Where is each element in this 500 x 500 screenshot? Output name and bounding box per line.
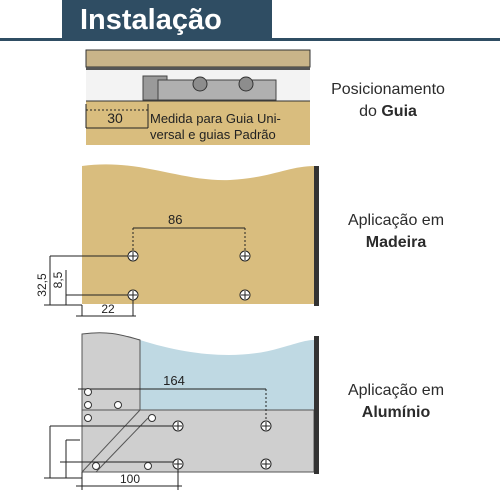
madeira-inner-label: 8,5 xyxy=(51,271,65,289)
guia-top-beam xyxy=(86,50,310,67)
aluminio-rivet xyxy=(93,463,100,470)
aluminio-hole xyxy=(261,421,271,431)
aluminio-hole xyxy=(173,459,183,469)
madeira-hole xyxy=(240,290,250,300)
aluminio-diagram xyxy=(44,333,319,490)
aluminio-profile-left xyxy=(82,333,140,410)
guia-carriage xyxy=(158,80,276,100)
caption-guia-line2 xyxy=(298,101,478,123)
madeira-span-label: 86 xyxy=(168,212,183,227)
guia-wheel xyxy=(193,77,207,91)
madeira-hole xyxy=(240,251,250,261)
aluminio-rivet xyxy=(149,415,156,422)
aluminio-rivet xyxy=(85,389,92,396)
madeira-outer-label: 32,5 xyxy=(35,273,49,297)
aluminio-rivet xyxy=(115,402,122,409)
aluminio-rivet xyxy=(85,415,92,422)
madeira-hole xyxy=(128,290,138,300)
caption-aluminio-line1: Aplicação em xyxy=(347,382,445,399)
caption-madeira-line1: Aplicação em xyxy=(347,212,445,229)
caption-guia xyxy=(298,79,478,123)
aluminio-rivet xyxy=(85,402,92,409)
caption-madeira-bold: Madeira xyxy=(365,234,427,251)
madeira-hole xyxy=(128,251,138,261)
page-title: Instalação xyxy=(80,4,222,36)
aluminio-offset-label: 100 xyxy=(119,472,141,486)
guia-note-line1: Medida para Guia Uni- xyxy=(150,111,281,126)
aluminio-rivet xyxy=(145,463,152,470)
caption-aluminio xyxy=(306,380,486,424)
caption-guia-bold: Guia xyxy=(381,103,417,120)
caption-guia-line1: Posicionamento xyxy=(331,81,445,98)
madeira-diagram xyxy=(35,164,319,316)
aluminio-profile-bottom xyxy=(82,410,314,472)
madeira-offset-label: 22 xyxy=(101,302,115,316)
guia-measure: 30 xyxy=(107,110,123,126)
guia-wheel xyxy=(239,77,253,91)
aluminio-span-label: 164 xyxy=(163,373,185,388)
madeira-panel xyxy=(82,164,314,304)
caption-aluminio-bold: Alumínio xyxy=(361,404,431,421)
guia-diagram xyxy=(86,50,310,145)
aluminio-hole xyxy=(261,459,271,469)
aluminio-hole xyxy=(173,421,183,431)
guia-note-line2: versal e guias Padrão xyxy=(150,127,276,142)
caption-madeira xyxy=(306,210,486,254)
guia-rail xyxy=(86,67,310,70)
caption-guia-prefix: do xyxy=(359,103,382,120)
